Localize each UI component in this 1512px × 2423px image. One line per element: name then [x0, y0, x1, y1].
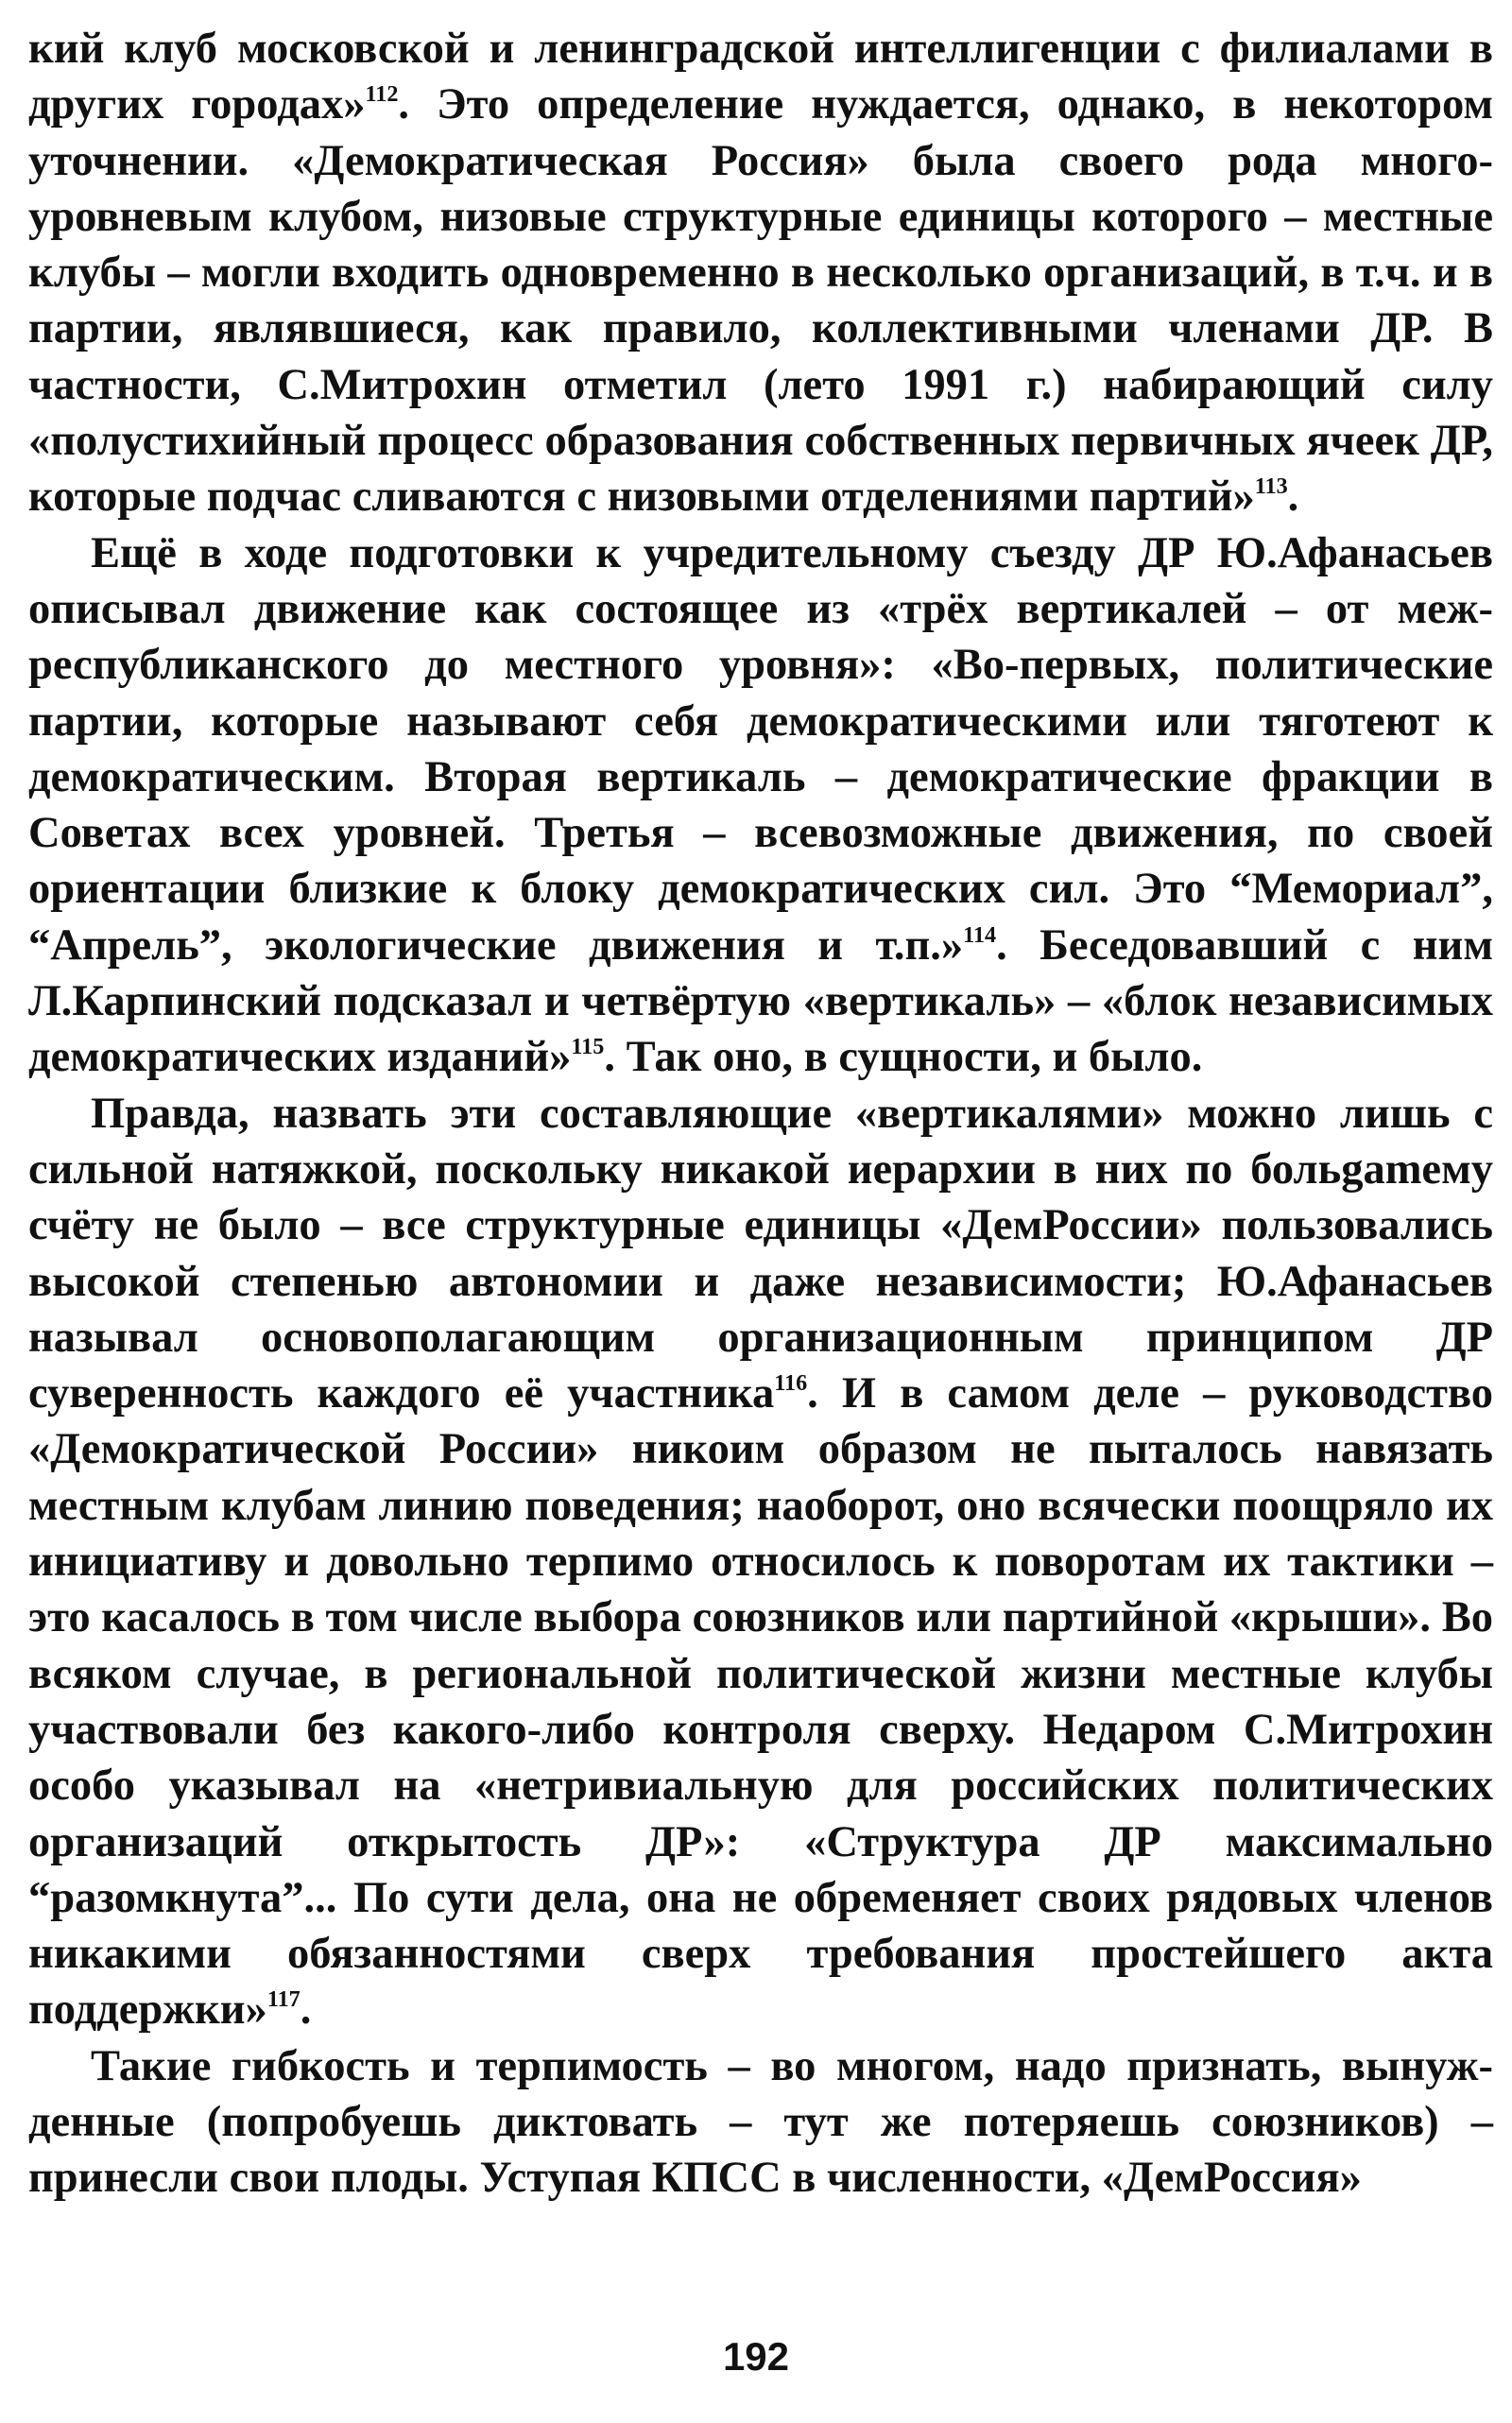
footnote-ref[interactable]: 114 [963, 921, 997, 948]
paragraph-text: . Беседовавший с ним Л.Карпинский подсказал и четвёртую «вертикаль» – «блок независимых демократических изданий» [28, 920, 1493, 1082]
paragraph-text: . И в самом деле – руководство «Демократической России» никоим образом не пыталось навязать местным клубам линию поведения; наоборот, оно всячески поощряло их инициативу и довольно терпимо относилось к поворотам их тактики – это касалось в том числе выбора союзников или партийной «крыши». Во всяком случае, в региональной политической жизни местные клубы участвовали без какого-либо контроля сверху. Недаром С.Митрохин особо указывал на «нетривиальную для российских политических организаций открытость ДР»: «Структура ДР максимально “разомкнута”... По сути дела, она не обременяет своих рядовых членов никакими обязанностями сверх требования простейшего акта поддержки» [28, 1369, 1493, 2035]
paragraph-text: . Это определение нуждается, однако, в некотором уточнении. «Демократическая Россия» была своего рода многоуровневым клубом, низовые структурные единицы которого – местные клубы – могли входить одновременно в несколько организаций, в т.ч. и в партии, являвшиеся, как правило, коллективными членами ДР. В частности, С.Митрохин отметил (лето 1991 г.) набирающий силу «полустихийный процесс образования собственных первичных ячеек ДР, которые подчас сливаются с низовыми отделениями партий» [28, 80, 1493, 522]
paragraph [28, 2038, 1493, 2207]
paragraph-text: Такие гибкость и терпимость – во многом, надо признать, вынужденные (попробуешь диктовать – тут же потеряешь союзников) – принесли свои плоды. Уступая КПСС в численности, «ДемРоссия» [28, 2041, 1493, 2203]
paragraph [28, 1086, 1493, 2038]
footnote-ref[interactable]: 116 [774, 1370, 808, 1396]
paragraph-text: кий клуб московской и ленинградской интеллигенции с филиалами в других городах» [28, 25, 1493, 129]
paragraph-text: Ещё в ходе подготовки к учредительному съезду ДР Ю.Афанасьев описывал движение как состоящее из «трёх вертикалей – от межреспубликанского до местного уровня»: «Во-первых, политические партии, которые называют себя демократическими или тяготеют к демократическим. Вторая вертикаль – демократические фракции в Советах всех уровней. Третья – всевозможные движения, по своей ориентации близкие к блоку демократических сил. Это “Мемориал”, “Апрель”, экологические движения и т.п.» [28, 528, 1493, 970]
footnote-ref[interactable]: 113 [1254, 473, 1288, 500]
page-number: 192 [722, 2334, 790, 2379]
footnote-ref[interactable]: 115 [571, 1034, 605, 1060]
paragraph [28, 21, 1493, 525]
paragraph-text: . [300, 1985, 312, 2035]
footnote-ref[interactable]: 112 [365, 81, 399, 108]
page-text-body [28, 21, 1493, 2207]
paragraph-text: . [1287, 473, 1299, 522]
paragraph [28, 525, 1493, 1086]
paragraph-text: . Так оно, в сущности, и было. [604, 1033, 1203, 1082]
footnote-ref[interactable]: 117 [266, 1986, 301, 2013]
paragraph-text: Правда, назвать эти составляющие «вертикалями» можно лишь с сильной натяжкой, поскольку никакой иерархии в них по больgameму счёту не было – все структурные единицы «ДемРоссии» пользовались высокой степенью автономии и даже независимости; Ю.Афанасьев называл основополагающим организационным принципом ДР суверенность каждого её участника [28, 1089, 1493, 1418]
